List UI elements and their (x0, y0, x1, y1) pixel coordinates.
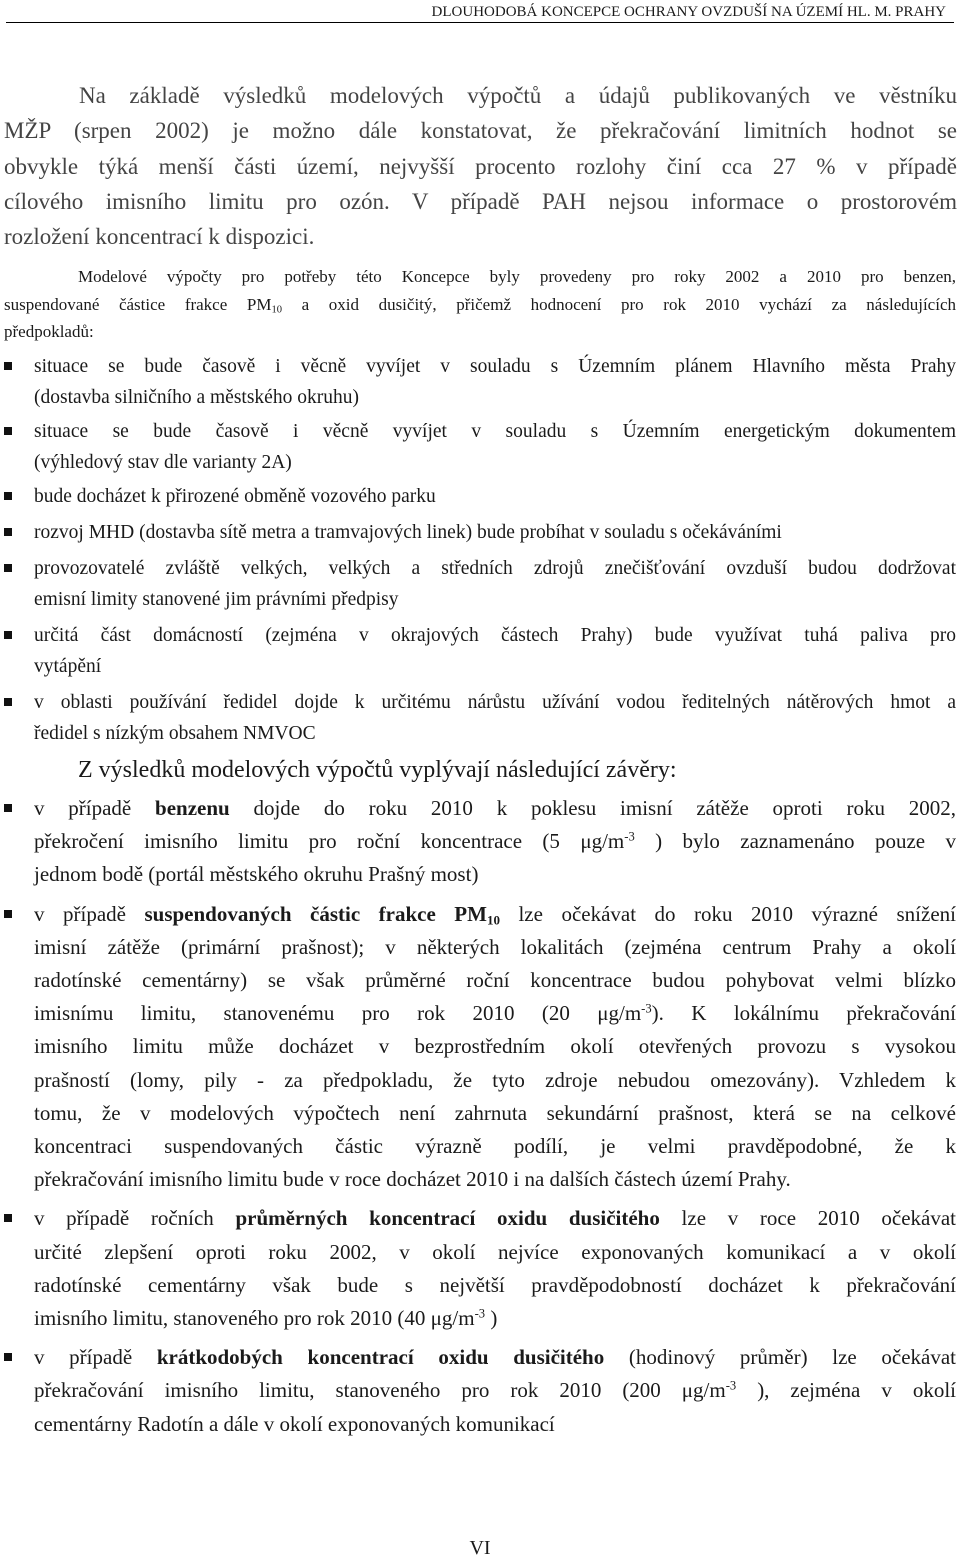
subscript: 10 (486, 911, 500, 927)
text-line: emisní limity stanovené jim právními předpisy (34, 589, 399, 610)
list-item (4, 416, 956, 478)
superscript: -3 (725, 1378, 737, 1393)
bullet-icon (4, 804, 12, 812)
bold-term: průměrných koncentrací oxidu dusičitého (235, 1206, 660, 1231)
text-line: určité zlepšení oproti roku 2002, v okolí nejvíce exponovaných komunikací a v okolí (34, 1239, 956, 1264)
running-header (432, 4, 946, 20)
text-line (34, 997, 956, 1030)
text-line: rozvoj MHD (dostavba sítě metra a tramvajových linek) bude probíhat v souladu s očekáváními (34, 522, 782, 543)
text-line: tomu, že v modelových výpočtech není zahrnuta sekundární prašnost, která se na celkové (34, 1100, 956, 1125)
text-line (34, 1302, 956, 1335)
text-fragment: ) (485, 1306, 498, 1331)
superscript: -3 (474, 1306, 486, 1321)
text-line: situace se bude časově i věcně vyvíjet v souladu s Územním energetickým dokumentem (34, 421, 956, 442)
text-fragment: suspendovaných částic frakce PM (144, 901, 487, 926)
text-line: radotínské cementárny) se však průměrné roční koncentrace budou pohybovat velmi blízko (34, 968, 956, 993)
text-line: překračování imisního limitu bude v roce docházet 2010 i na dalších částech území Prahy. (34, 1167, 791, 1192)
list-item (4, 620, 956, 682)
text-fragment: v případě (34, 1345, 157, 1370)
text-fragment: imisnímu limitu, stanovenému pro rok 2010 (20 μg/m (34, 1001, 642, 1026)
text-line: Modelové výpočty pro potřeby této Koncepce byly provedeny pro roky 2002 a 2010 pro benzen, (78, 267, 956, 286)
text-line: imisního limitu může docházet v bezprostředním okolí otevřených provozu s vysokou (34, 1034, 956, 1059)
text-line: obvykle týká menší části území, nejvyšší procento rozlohy činí cca 27 % v případě (4, 153, 957, 179)
superscript: -3 (624, 829, 635, 844)
text-fragment: v případě ročních (34, 1206, 236, 1231)
text-line (34, 792, 956, 825)
list-item (4, 517, 956, 548)
text-line (34, 898, 956, 931)
bold-term: krátkodobých koncentrací oxidu dusičitého (156, 1345, 605, 1370)
bullet-icon (4, 528, 12, 536)
text-line: Na základě výsledků modelových výpočtů a údajů publikovaných ve věstníku (79, 83, 957, 108)
list-item (4, 553, 956, 615)
list-item-benzene (4, 792, 956, 892)
list-item-pm10 (4, 898, 956, 1197)
bullet-icon (4, 492, 12, 500)
text-line: předpokladů: (4, 322, 94, 341)
text-line: MŽP (srpen 2002) je možno dále konstatovat, že překračování limitních hodnot se (4, 118, 957, 144)
bullet-icon (4, 427, 12, 435)
bullet-icon (4, 910, 12, 918)
text-line: radotínské cementárny však bude s největší pravděpodobností docházet k překračování (34, 1272, 956, 1297)
text-fragment: a oxid dusičitý, přičemž hodnocení pro rok 2010 vychází za následujících (281, 294, 956, 314)
text-line (4, 291, 956, 319)
subscript: 10 (271, 304, 282, 316)
text-line: cementárny Radotín a dále v okolí exponovaných komunikací (34, 1411, 555, 1436)
text-line: provozovatelé zvláště velkých, velkých a středních zdrojů znečišťování ovzduší budou dodržovat (34, 558, 956, 579)
text-line: vytápění (34, 656, 102, 677)
superscript: -3 (641, 1001, 652, 1016)
text-line: (dostavba silničního a městského okruhu) (34, 387, 359, 408)
intro-paragraph (4, 78, 957, 254)
text-fragment: suspendované částice frakce PM (4, 294, 272, 314)
text-line: koncentraci suspendovaných částic výrazně podílí, je velmi pravděpodobné, že k (34, 1134, 956, 1159)
text-line: bude docházet k přirozené obměně vozového parku (34, 486, 436, 507)
text-fragment: překračování imisního limitu, stanoveného pro rok 2010 (200 μg/m (34, 1378, 726, 1403)
text-line: cílového imisního limitu pro ozón. V případě PAH nejsou informace o prostorovém (4, 188, 957, 214)
list-item (4, 351, 956, 413)
text-fragment: (hodinový průměr) lze očekávat (604, 1345, 957, 1370)
text-line (34, 1341, 956, 1374)
text-line: situace se bude časově i věcně vyvíjet v souladu s Územním plánem Hlavního města Prahy (34, 356, 956, 377)
bullet-icon (4, 698, 12, 706)
list-item-no2-short (4, 1341, 956, 1441)
page-number: VI (469, 1537, 491, 1559)
text-line: imisní zátěže (primární prašnost); v některých lokalitách (zejména centrum Prahy a okolí (34, 934, 956, 959)
conclusions-list (4, 792, 956, 1441)
text-line (34, 825, 956, 858)
text-line: prašností (lomy, pily - za předpokladu, že tyto zdroje nebudou omezovány). Vzhledem k (34, 1067, 956, 1092)
list-item (4, 481, 956, 512)
list-item (4, 687, 956, 749)
text-line (34, 1202, 956, 1235)
bullet-icon (4, 1214, 12, 1222)
text-fragment: lze očekávat do roku 2010 výrazné snížení (499, 901, 956, 926)
bullet-icon (4, 631, 12, 639)
text-line (34, 1374, 956, 1407)
bullet-icon (4, 1353, 12, 1361)
text-line: jednom bodě (portál městského okruhu Prašný most) (34, 862, 479, 887)
bullet-icon (4, 564, 12, 572)
text-line: určitá část domácností (zejména v okrajových částech Prahy) bude využívat tuhá paliva pro (34, 625, 956, 646)
text-fragment: v případě (34, 796, 156, 820)
list-item-no2-annual (4, 1202, 956, 1335)
text-fragment: ), zejména v okolí (736, 1378, 956, 1403)
text-line: (výhledový stav dle varianty 2A) (34, 452, 292, 473)
text-fragment: lze v roce 2010 očekávat (659, 1206, 956, 1231)
conclusions-heading: Z výsledků modelových výpočtů vyplývají následující závěry: (78, 757, 677, 783)
text-line: ředidel s nízkým obsahem NMVOC (34, 723, 316, 744)
model-paragraph (4, 263, 956, 346)
bold-term (144, 902, 500, 926)
text-fragment: ). K lokálnímu překračování (651, 1001, 956, 1026)
assumptions-list (4, 351, 956, 749)
text-fragment: překročení imisního limitu pro roční koncentrace (5 μg/m (34, 829, 625, 854)
running-header-title: DLOUHODOBÁ KONCEPCE OCHRANY OVZDUŠÍ NA ÚZEMÍ HL. M. PRAHY (431, 4, 946, 20)
bullet-icon (4, 362, 12, 370)
bold-term: benzenu (155, 796, 230, 820)
text-fragment: ) bylo zaznamenáno pouze v (634, 829, 956, 854)
text-fragment: imisního limitu, stanoveného pro rok 2010 (40 μg/m (34, 1306, 475, 1331)
text-fragment: dojde do roku 2010 k poklesu imisní zátěže oproti roku 2002, (229, 796, 956, 820)
text-line: v oblasti používání ředidel dojde k určitému nárůstu užívání vodou ředitelných nátěrových hmot a (34, 692, 956, 713)
text-fragment: v případě (34, 901, 145, 926)
header-divider (6, 22, 954, 23)
text-line: rozložení koncentrací k dispozici. (4, 224, 315, 250)
